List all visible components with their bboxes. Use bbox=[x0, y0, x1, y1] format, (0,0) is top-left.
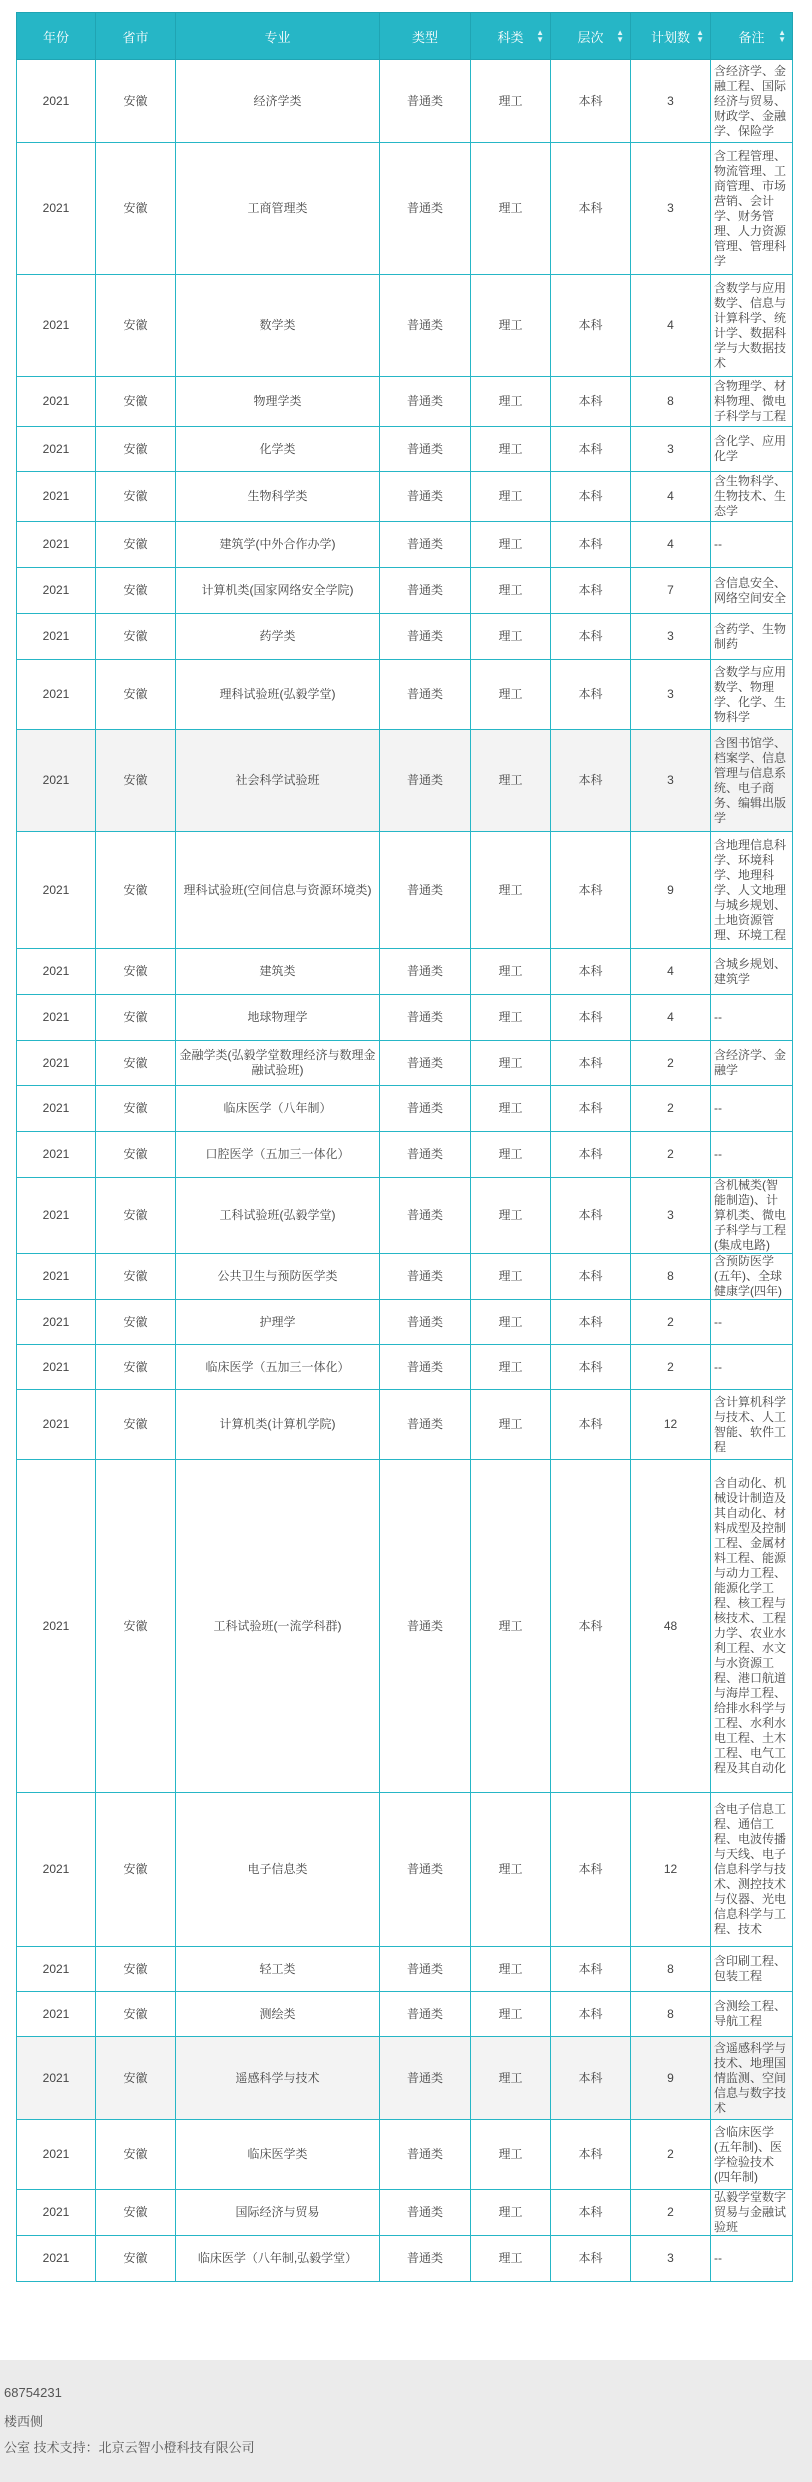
cell-province: 安徽 bbox=[96, 1992, 176, 2037]
cell-level: 本科 bbox=[551, 1345, 631, 1390]
cell-year: 2021 bbox=[17, 614, 96, 660]
cell-level: 本科 bbox=[551, 60, 631, 143]
cell-note: 含电子信息工程、通信工程、电波传播与天线、电子信息科学与技术、测控技术与仪器、光电信息科学与工程、技术 bbox=[711, 1793, 793, 1947]
cell-category: 理工 bbox=[471, 522, 551, 568]
cell-level: 本科 bbox=[551, 1300, 631, 1345]
cell-year: 2021 bbox=[17, 1345, 96, 1390]
cell-year: 2021 bbox=[17, 2236, 96, 2282]
cell-level: 本科 bbox=[551, 2236, 631, 2282]
cell-category: 理工 bbox=[471, 1041, 551, 1086]
table-row bbox=[17, 614, 793, 660]
cell-province: 安徽 bbox=[96, 1041, 176, 1086]
cell-level: 本科 bbox=[551, 1178, 631, 1254]
cell-plan: 2 bbox=[631, 1086, 711, 1132]
cell-type: 普通类 bbox=[380, 2037, 471, 2120]
cell-note: 含图书馆学、档案学、信息管理与信息系统、电子商务、编辑出版学 bbox=[711, 730, 793, 832]
cell-major: 临床医学（八年制） bbox=[176, 1086, 380, 1132]
sort-arrows-icon[interactable]: ▲ ▼ bbox=[778, 28, 786, 44]
cell-type: 普通类 bbox=[380, 832, 471, 949]
table-row bbox=[17, 730, 793, 832]
cell-category: 理工 bbox=[471, 1460, 551, 1793]
cell-major: 轻工类 bbox=[176, 1947, 380, 1992]
cell-category: 理工 bbox=[471, 1132, 551, 1178]
column-header-1 bbox=[96, 13, 176, 60]
cell-category: 理工 bbox=[471, 1086, 551, 1132]
cell-plan: 3 bbox=[631, 660, 711, 730]
cell-year: 2021 bbox=[17, 949, 96, 995]
cell-year: 2021 bbox=[17, 1460, 96, 1793]
cell-province: 安徽 bbox=[96, 1390, 176, 1460]
footer-support: 公室 技术支持：北京云智小橙科技有限公司 bbox=[4, 2440, 255, 2455]
cell-type: 普通类 bbox=[380, 1460, 471, 1793]
cell-category: 理工 bbox=[471, 1254, 551, 1300]
cell-type: 普通类 bbox=[380, 1041, 471, 1086]
cell-year: 2021 bbox=[17, 2190, 96, 2236]
cell-province: 安徽 bbox=[96, 427, 176, 472]
cell-year: 2021 bbox=[17, 1041, 96, 1086]
cell-type: 普通类 bbox=[380, 143, 471, 275]
cell-type: 普通类 bbox=[380, 1254, 471, 1300]
cell-year: 2021 bbox=[17, 472, 96, 522]
cell-year: 2021 bbox=[17, 1132, 96, 1178]
cell-province: 安徽 bbox=[96, 832, 176, 949]
cell-province: 安徽 bbox=[96, 2120, 176, 2190]
cell-province: 安徽 bbox=[96, 614, 176, 660]
cell-category: 理工 bbox=[471, 275, 551, 377]
cell-level: 本科 bbox=[551, 730, 631, 832]
cell-category: 理工 bbox=[471, 995, 551, 1041]
table-row bbox=[17, 1345, 793, 1390]
cell-type: 普通类 bbox=[380, 1390, 471, 1460]
cell-year: 2021 bbox=[17, 1992, 96, 2037]
table-row bbox=[17, 1300, 793, 1345]
table-row bbox=[17, 1793, 793, 1947]
cell-year: 2021 bbox=[17, 995, 96, 1041]
cell-type: 普通类 bbox=[380, 614, 471, 660]
cell-plan: 3 bbox=[631, 1178, 711, 1254]
cell-category: 理工 bbox=[471, 1178, 551, 1254]
cell-year: 2021 bbox=[17, 730, 96, 832]
cell-major: 工科试验班(弘毅学堂) bbox=[176, 1178, 380, 1254]
cell-level: 本科 bbox=[551, 275, 631, 377]
cell-province: 安徽 bbox=[96, 1178, 176, 1254]
cell-type: 普通类 bbox=[380, 472, 471, 522]
cell-plan: 4 bbox=[631, 949, 711, 995]
column-header-5[interactable] bbox=[551, 13, 631, 60]
cell-plan: 2 bbox=[631, 1132, 711, 1178]
cell-major: 社会科学试验班 bbox=[176, 730, 380, 832]
cell-note: 含自动化、机械设计制造及其自动化、材料成型及控制工程、金属材料工程、能源与动力工程、能源化学工程、核工程与核技术、工程力学、农业水利工程、水文与水资源工程、港口航道与海岸工程、给排水科学与工程、水利水电工程、土木工程、电气工程及其自动化 bbox=[711, 1460, 793, 1793]
cell-note: 含经济学、金融学 bbox=[711, 1041, 793, 1086]
cell-province: 安徽 bbox=[96, 949, 176, 995]
table-row bbox=[17, 522, 793, 568]
sort-arrows-icon[interactable]: ▲ ▼ bbox=[536, 28, 544, 44]
table-row bbox=[17, 660, 793, 730]
cell-note: 含测绘工程、导航工程 bbox=[711, 1992, 793, 2037]
cell-type: 普通类 bbox=[380, 60, 471, 143]
cell-major: 化学类 bbox=[176, 427, 380, 472]
cell-plan: 9 bbox=[631, 2037, 711, 2120]
table-row bbox=[17, 1460, 793, 1793]
cell-level: 本科 bbox=[551, 1041, 631, 1086]
column-header-label: 层次 bbox=[577, 29, 604, 45]
cell-province: 安徽 bbox=[96, 1460, 176, 1793]
cell-year: 2021 bbox=[17, 377, 96, 427]
table-row bbox=[17, 949, 793, 995]
cell-plan: 4 bbox=[631, 275, 711, 377]
cell-level: 本科 bbox=[551, 472, 631, 522]
cell-year: 2021 bbox=[17, 522, 96, 568]
cell-major: 建筑类 bbox=[176, 949, 380, 995]
table-row bbox=[17, 275, 793, 377]
cell-category: 理工 bbox=[471, 949, 551, 995]
cell-plan: 4 bbox=[631, 522, 711, 568]
cell-type: 普通类 bbox=[380, 949, 471, 995]
cell-major: 数学类 bbox=[176, 275, 380, 377]
cell-year: 2021 bbox=[17, 1300, 96, 1345]
column-header-4[interactable] bbox=[471, 13, 551, 60]
cell-note: 含数学与应用数学、物理学、化学、生物科学 bbox=[711, 660, 793, 730]
footer-address: 楼西侧 bbox=[4, 2414, 44, 2429]
cell-type: 普通类 bbox=[380, 2120, 471, 2190]
cell-note: 含城乡规划、建筑学 bbox=[711, 949, 793, 995]
cell-plan: 4 bbox=[631, 472, 711, 522]
cell-major: 临床医学类 bbox=[176, 2120, 380, 2190]
cell-province: 安徽 bbox=[96, 143, 176, 275]
cell-type: 普通类 bbox=[380, 568, 471, 614]
column-header-3 bbox=[380, 13, 471, 60]
table-row bbox=[17, 2120, 793, 2190]
cell-type: 普通类 bbox=[380, 377, 471, 427]
cell-province: 安徽 bbox=[96, 568, 176, 614]
cell-year: 2021 bbox=[17, 2120, 96, 2190]
table-row bbox=[17, 1132, 793, 1178]
cell-level: 本科 bbox=[551, 2120, 631, 2190]
table-row bbox=[17, 1390, 793, 1460]
cell-major: 经济学类 bbox=[176, 60, 380, 143]
cell-type: 普通类 bbox=[380, 995, 471, 1041]
table-row bbox=[17, 1947, 793, 1992]
cell-note: 弘毅学堂数字贸易与金融试验班 bbox=[711, 2190, 793, 2236]
cell-province: 安徽 bbox=[96, 1254, 176, 1300]
cell-major: 理科试验班(空间信息与资源环境类) bbox=[176, 832, 380, 949]
cell-type: 普通类 bbox=[380, 730, 471, 832]
cell-category: 理工 bbox=[471, 2236, 551, 2282]
cell-note: 含化学、应用化学 bbox=[711, 427, 793, 472]
cell-year: 2021 bbox=[17, 1793, 96, 1947]
cell-major: 工商管理类 bbox=[176, 143, 380, 275]
cell-category: 理工 bbox=[471, 472, 551, 522]
cell-category: 理工 bbox=[471, 2037, 551, 2120]
cell-note: 含临床医学(五年制)、医学检验技术(四年制) bbox=[711, 2120, 793, 2190]
cell-level: 本科 bbox=[551, 427, 631, 472]
cell-type: 普通类 bbox=[380, 1132, 471, 1178]
cell-major: 金融学类(弘毅学堂数理经济与数理金融试验班) bbox=[176, 1041, 380, 1086]
cell-level: 本科 bbox=[551, 143, 631, 275]
cell-level: 本科 bbox=[551, 660, 631, 730]
cell-major: 计算机类(国家网络安全学院) bbox=[176, 568, 380, 614]
admission-plan-table-wrap bbox=[16, 12, 792, 2282]
cell-note: -- bbox=[711, 522, 793, 568]
cell-major: 药学类 bbox=[176, 614, 380, 660]
sort-arrows-icon[interactable]: ▲ ▼ bbox=[616, 28, 624, 44]
cell-category: 理工 bbox=[471, 614, 551, 660]
cell-year: 2021 bbox=[17, 1254, 96, 1300]
cell-plan: 9 bbox=[631, 832, 711, 949]
cell-province: 安徽 bbox=[96, 730, 176, 832]
cell-category: 理工 bbox=[471, 1793, 551, 1947]
cell-year: 2021 bbox=[17, 275, 96, 377]
cell-type: 普通类 bbox=[380, 1947, 471, 1992]
cell-year: 2021 bbox=[17, 660, 96, 730]
cell-year: 2021 bbox=[17, 2037, 96, 2120]
cell-year: 2021 bbox=[17, 1086, 96, 1132]
cell-type: 普通类 bbox=[380, 275, 471, 377]
cell-plan: 3 bbox=[631, 730, 711, 832]
cell-note: 含药学、生物制药 bbox=[711, 614, 793, 660]
cell-level: 本科 bbox=[551, 568, 631, 614]
column-header-0 bbox=[17, 13, 96, 60]
cell-level: 本科 bbox=[551, 1992, 631, 2037]
cell-major: 工科试验班(一流学科群) bbox=[176, 1460, 380, 1793]
cell-category: 理工 bbox=[471, 1390, 551, 1460]
cell-level: 本科 bbox=[551, 949, 631, 995]
table-row bbox=[17, 832, 793, 949]
cell-plan: 12 bbox=[631, 1793, 711, 1947]
cell-level: 本科 bbox=[551, 1793, 631, 1947]
cell-note: 含信息安全、网络空间安全 bbox=[711, 568, 793, 614]
cell-type: 普通类 bbox=[380, 1300, 471, 1345]
cell-province: 安徽 bbox=[96, 60, 176, 143]
footer-phone: 68754231 bbox=[4, 2385, 62, 2400]
table-row bbox=[17, 143, 793, 275]
table-row bbox=[17, 995, 793, 1041]
table-body bbox=[17, 60, 793, 2282]
table-row bbox=[17, 2190, 793, 2236]
cell-type: 普通类 bbox=[380, 427, 471, 472]
cell-type: 普通类 bbox=[380, 1345, 471, 1390]
cell-level: 本科 bbox=[551, 1086, 631, 1132]
cell-province: 安徽 bbox=[96, 1793, 176, 1947]
cell-major: 公共卫生与预防医学类 bbox=[176, 1254, 380, 1300]
cell-level: 本科 bbox=[551, 1390, 631, 1460]
cell-plan: 4 bbox=[631, 995, 711, 1041]
cell-province: 安徽 bbox=[96, 2037, 176, 2120]
cell-major: 生物科学类 bbox=[176, 472, 380, 522]
cell-category: 理工 bbox=[471, 1947, 551, 1992]
cell-province: 安徽 bbox=[96, 995, 176, 1041]
cell-plan: 3 bbox=[631, 614, 711, 660]
cell-province: 安徽 bbox=[96, 660, 176, 730]
cell-plan: 7 bbox=[631, 568, 711, 614]
column-header-2 bbox=[176, 13, 380, 60]
table-header-row bbox=[17, 13, 793, 60]
cell-year: 2021 bbox=[17, 568, 96, 614]
cell-plan: 3 bbox=[631, 427, 711, 472]
column-header-label: 类型 bbox=[411, 29, 438, 45]
cell-level: 本科 bbox=[551, 832, 631, 949]
cell-province: 安徽 bbox=[96, 1086, 176, 1132]
cell-plan: 12 bbox=[631, 1390, 711, 1460]
cell-major: 遥感科学与技术 bbox=[176, 2037, 380, 2120]
cell-note: -- bbox=[711, 2236, 793, 2282]
table-row bbox=[17, 1178, 793, 1254]
cell-type: 普通类 bbox=[380, 1793, 471, 1947]
cell-category: 理工 bbox=[471, 60, 551, 143]
cell-category: 理工 bbox=[471, 730, 551, 832]
cell-plan: 3 bbox=[631, 2236, 711, 2282]
cell-year: 2021 bbox=[17, 832, 96, 949]
cell-note: 含经济学、金融工程、国际经济与贸易、财政学、金融学、保险学 bbox=[711, 60, 793, 143]
cell-note: -- bbox=[711, 1345, 793, 1390]
cell-note: -- bbox=[711, 995, 793, 1041]
cell-note: -- bbox=[711, 1132, 793, 1178]
cell-major: 临床医学（五加三一体化） bbox=[176, 1345, 380, 1390]
cell-note: 含遥感科学与技术、地理国情监测、空间信息与数字技术 bbox=[711, 2037, 793, 2120]
cell-major: 国际经济与贸易 bbox=[176, 2190, 380, 2236]
cell-province: 安徽 bbox=[96, 2190, 176, 2236]
cell-note: 含生物科学、生物技术、生态学 bbox=[711, 472, 793, 522]
cell-type: 普通类 bbox=[380, 1178, 471, 1254]
cell-category: 理工 bbox=[471, 1300, 551, 1345]
cell-year: 2021 bbox=[17, 427, 96, 472]
cell-level: 本科 bbox=[551, 377, 631, 427]
cell-plan: 3 bbox=[631, 143, 711, 275]
cell-major: 口腔医学（五加三一体化） bbox=[176, 1132, 380, 1178]
cell-province: 安徽 bbox=[96, 1300, 176, 1345]
cell-year: 2021 bbox=[17, 143, 96, 275]
admission-plan-table bbox=[16, 12, 793, 2282]
column-header-6[interactable] bbox=[631, 13, 711, 60]
cell-major: 电子信息类 bbox=[176, 1793, 380, 1947]
table-row bbox=[17, 1086, 793, 1132]
cell-year: 2021 bbox=[17, 1390, 96, 1460]
column-header-label: 备注 bbox=[738, 29, 765, 45]
table-row bbox=[17, 427, 793, 472]
table-row bbox=[17, 1992, 793, 2037]
cell-note: -- bbox=[711, 1086, 793, 1132]
cell-level: 本科 bbox=[551, 1460, 631, 1793]
cell-note: 含印刷工程、包装工程 bbox=[711, 1947, 793, 1992]
cell-province: 安徽 bbox=[96, 2236, 176, 2282]
cell-province: 安徽 bbox=[96, 1132, 176, 1178]
cell-major: 物理学类 bbox=[176, 377, 380, 427]
cell-major: 测绘类 bbox=[176, 1992, 380, 2037]
cell-major: 计算机类(计算机学院) bbox=[176, 1390, 380, 1460]
cell-type: 普通类 bbox=[380, 2236, 471, 2282]
cell-note: 含预防医学(五年)、全球健康学(四年) bbox=[711, 1254, 793, 1300]
cell-major: 护理学 bbox=[176, 1300, 380, 1345]
table-row bbox=[17, 377, 793, 427]
column-header-label: 计划数 bbox=[650, 29, 690, 45]
cell-plan: 2 bbox=[631, 2190, 711, 2236]
cell-plan: 8 bbox=[631, 377, 711, 427]
cell-category: 理工 bbox=[471, 1992, 551, 2037]
cell-type: 普通类 bbox=[380, 1086, 471, 1132]
table-row bbox=[17, 568, 793, 614]
cell-plan: 8 bbox=[631, 1254, 711, 1300]
cell-major: 理科试验班(弘毅学堂) bbox=[176, 660, 380, 730]
cell-type: 普通类 bbox=[380, 522, 471, 568]
cell-level: 本科 bbox=[551, 1254, 631, 1300]
cell-province: 安徽 bbox=[96, 377, 176, 427]
cell-category: 理工 bbox=[471, 427, 551, 472]
cell-year: 2021 bbox=[17, 1178, 96, 1254]
cell-note: -- bbox=[711, 1300, 793, 1345]
cell-category: 理工 bbox=[471, 832, 551, 949]
column-header-label: 年份 bbox=[42, 29, 69, 45]
cell-category: 理工 bbox=[471, 660, 551, 730]
cell-province: 安徽 bbox=[96, 522, 176, 568]
cell-level: 本科 bbox=[551, 2037, 631, 2120]
table-row bbox=[17, 472, 793, 522]
sort-arrows-icon[interactable]: ▲ ▼ bbox=[696, 28, 704, 44]
cell-plan: 48 bbox=[631, 1460, 711, 1793]
cell-plan: 8 bbox=[631, 1947, 711, 1992]
cell-major: 地球物理学 bbox=[176, 995, 380, 1041]
table-row bbox=[17, 2037, 793, 2120]
cell-year: 2021 bbox=[17, 60, 96, 143]
cell-category: 理工 bbox=[471, 2190, 551, 2236]
cell-plan: 2 bbox=[631, 2120, 711, 2190]
cell-province: 安徽 bbox=[96, 1345, 176, 1390]
column-header-label: 省市 bbox=[122, 29, 149, 45]
cell-province: 安徽 bbox=[96, 1947, 176, 1992]
column-header-label: 科类 bbox=[497, 29, 524, 45]
cell-type: 普通类 bbox=[380, 2190, 471, 2236]
cell-note: 含物理学、材料物理、微电子科学与工程 bbox=[711, 377, 793, 427]
cell-level: 本科 bbox=[551, 614, 631, 660]
cell-type: 普通类 bbox=[380, 1992, 471, 2037]
cell-category: 理工 bbox=[471, 2120, 551, 2190]
table-row bbox=[17, 60, 793, 143]
cell-note: 含工程管理、物流管理、工商管理、市场营销、会计学、财务管理、人力资源管理、管理科学 bbox=[711, 143, 793, 275]
cell-category: 理工 bbox=[471, 143, 551, 275]
column-header-label: 专业 bbox=[264, 29, 291, 45]
cell-plan: 8 bbox=[631, 1992, 711, 2037]
cell-major: 建筑学(中外合作办学) bbox=[176, 522, 380, 568]
cell-level: 本科 bbox=[551, 2190, 631, 2236]
table-row bbox=[17, 1254, 793, 1300]
page-footer bbox=[0, 2360, 812, 2482]
cell-plan: 3 bbox=[631, 60, 711, 143]
cell-year: 2021 bbox=[17, 1947, 96, 1992]
cell-category: 理工 bbox=[471, 1345, 551, 1390]
cell-level: 本科 bbox=[551, 522, 631, 568]
cell-plan: 2 bbox=[631, 1041, 711, 1086]
column-header-7[interactable] bbox=[711, 13, 793, 60]
cell-major: 临床医学（八年制,弘毅学堂） bbox=[176, 2236, 380, 2282]
table-row bbox=[17, 1041, 793, 1086]
cell-note: 含数学与应用数学、信息与计算科学、统计学、数据科学与大数据技术 bbox=[711, 275, 793, 377]
cell-province: 安徽 bbox=[96, 275, 176, 377]
cell-level: 本科 bbox=[551, 1132, 631, 1178]
cell-level: 本科 bbox=[551, 995, 631, 1041]
cell-province: 安徽 bbox=[96, 472, 176, 522]
cell-note: 含机械类(智能制造)、计算机类、微电子科学与工程(集成电路) bbox=[711, 1178, 793, 1254]
table-row bbox=[17, 2236, 793, 2282]
cell-level: 本科 bbox=[551, 1947, 631, 1992]
cell-category: 理工 bbox=[471, 568, 551, 614]
cell-note: 含地理信息科学、环境科学、地理科学、人文地理与城乡规划、土地资源管理、环境工程 bbox=[711, 832, 793, 949]
cell-note: 含计算机科学与技术、人工智能、软件工程 bbox=[711, 1390, 793, 1460]
cell-category: 理工 bbox=[471, 377, 551, 427]
cell-plan: 2 bbox=[631, 1345, 711, 1390]
cell-plan: 2 bbox=[631, 1300, 711, 1345]
cell-type: 普通类 bbox=[380, 660, 471, 730]
